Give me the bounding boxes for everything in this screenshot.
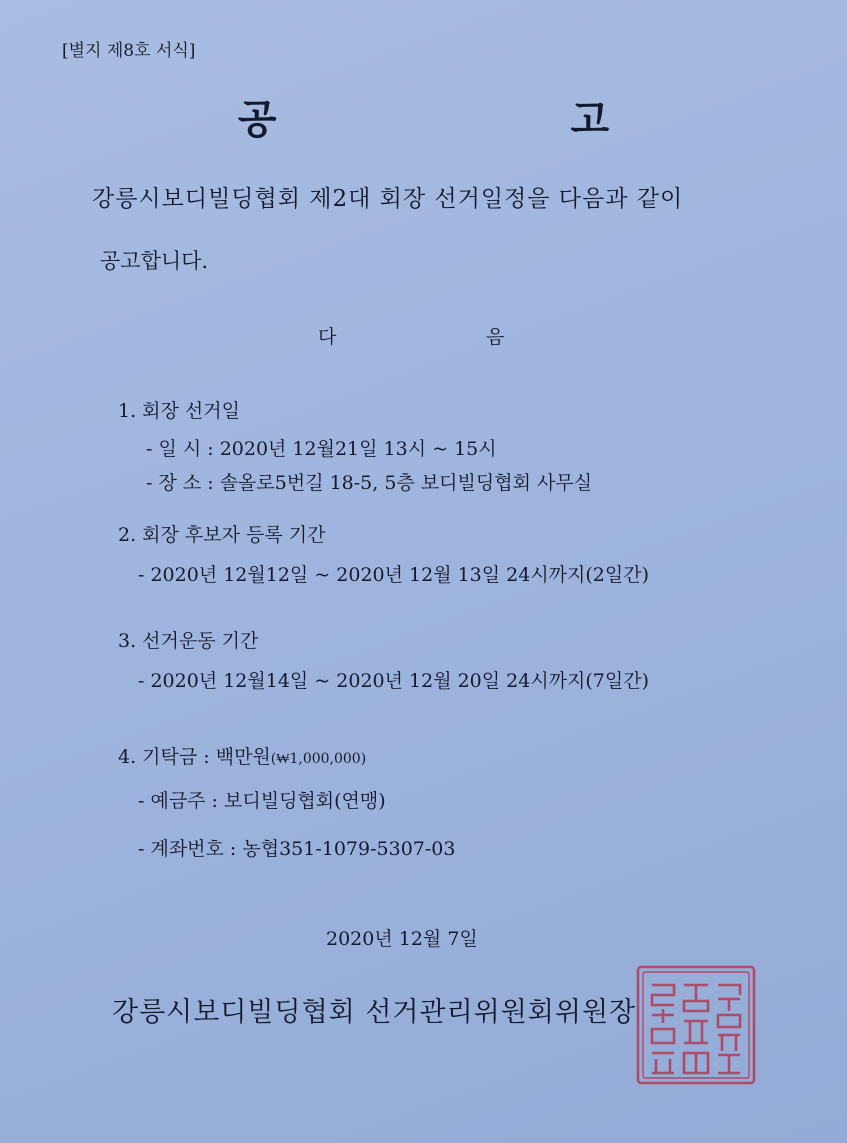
section-3-title: 3. 선거운동 기간: [118, 630, 259, 652]
section-3-period: - 2020년 12월14일 ~ 2020년 12월 20일 24시까지(7일간): [138, 670, 650, 692]
section-2-period: - 2020년 12월12일 ~ 2020년 12월 13일 24시까지(2일간): [138, 564, 650, 586]
notice-title: 공 고: [237, 96, 750, 143]
form-label: [별지 제8호 서식]: [62, 41, 196, 61]
heading-eum: 음: [486, 326, 505, 348]
section-4-title-text: 4. 기탁금 : 백만원: [118, 746, 271, 768]
section-1-title: 1. 회장 선거일: [118, 400, 240, 422]
heading-da: 다: [318, 326, 337, 348]
section-4-account-holder: - 예금주 : 보디빌딩협회(연맹): [138, 790, 386, 812]
intro-line-1: 강릉시보디빌딩협회 제2대 회장 선거일정을 다음과 같이: [92, 186, 684, 212]
section-2-title: 2. 회장 후보자 등록 기간: [118, 524, 326, 546]
section-1-datetime: - 일 시 : 2020년 12월21일 13시 ~ 15시: [146, 438, 497, 460]
section-1-location: - 장 소 : 솔올로5번길 18-5, 5층 보디빌딩협회 사무실: [146, 472, 593, 494]
section-4-account-number: - 계좌번호 : 농협351-1079-5307-03: [138, 838, 456, 860]
notice-date: 2020년 12월 7일: [326, 928, 478, 950]
section-4-title: [118, 742, 366, 769]
intro-line-2: 공고합니다.: [100, 249, 209, 273]
signature-line: 강릉시보디빌딩협회 선거관리위원회위원장: [112, 997, 637, 1028]
official-seal-icon: [634, 963, 758, 1087]
deposit-amount: (₩1,000,000): [270, 751, 367, 767]
